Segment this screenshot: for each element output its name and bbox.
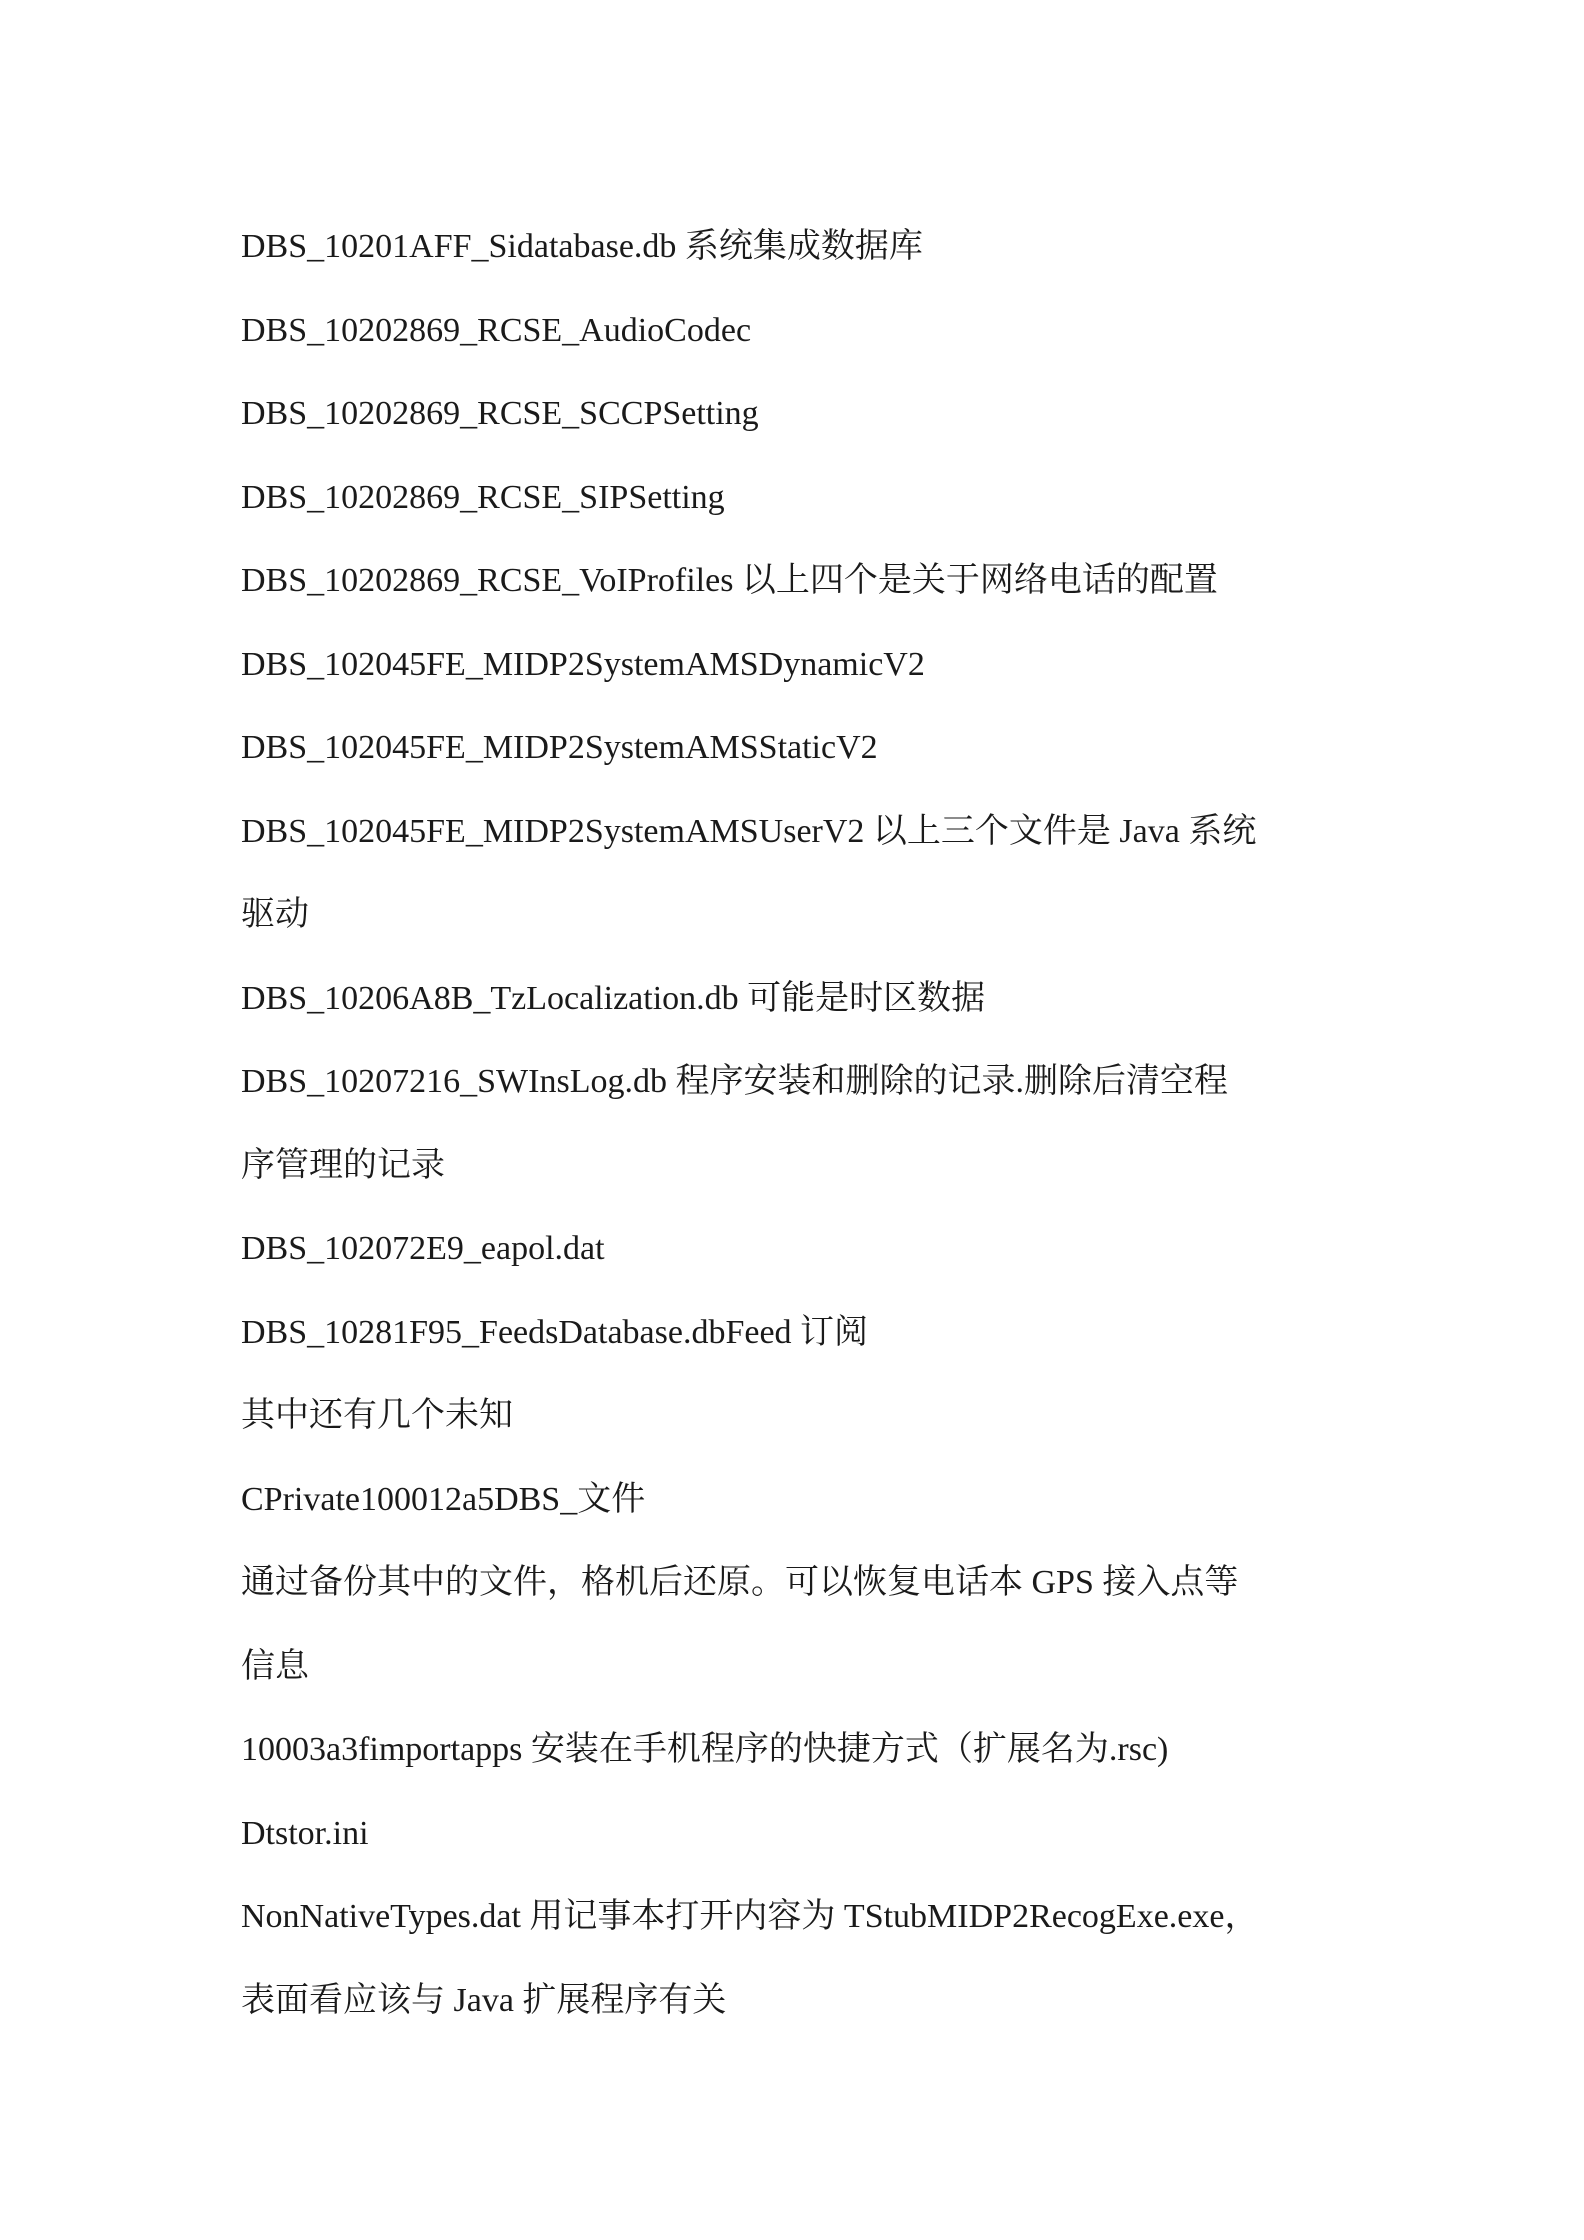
text-line: DBS_10202869_RCSE_AudioCodec — [241, 311, 752, 349]
text-line: 序管理的记录 — [241, 1146, 445, 1184]
text-line: DBS_10207216_SWInsLog.db 程序安装和删除的记录.删除后清空程 — [241, 1063, 1228, 1100]
text-line: DBS_10202869_RCSE_SIPSetting — [241, 478, 725, 516]
text-line: DBS_10206A8B_TzLocalization.db 可能是时区数据 — [241, 979, 986, 1017]
text-line: DBS_10202869_RCSE_SCCPSetting — [241, 395, 759, 432]
text-line: 其中还有几个未知 — [241, 1397, 513, 1434]
text-line: DBS_102045FE_MIDP2SystemAMSStaticV2 — [241, 729, 878, 766]
text-line: DBS_102045FE_MIDP2SystemAMSDynamicV2 — [241, 645, 925, 683]
text-line: 驱动 — [241, 896, 309, 933]
text-line: DBS_102072E9_eapol.dat — [241, 1230, 605, 1267]
text-line: 表面看应该与 Java 扩展程序有关 — [241, 1981, 727, 2019]
text-line: 信息 — [241, 1647, 309, 1685]
text-line: Dtstor.ini — [241, 1814, 369, 1852]
text-line: DBS_102045FE_MIDP2SystemAMSUserV2 以上三个文件是 Java 系统 — [241, 812, 1257, 850]
text-line: DBS_10202869_RCSE_VoIProfiles 以上四个是关于网络电话的配置 — [241, 562, 1218, 599]
text-line: DBS_10201AFF_Sidatabase.db 系统集成数据库 — [241, 228, 923, 265]
text-line: 通过备份其中的文件，格机后还原。可以恢复电话本 GPS 接入点等 — [241, 1564, 1239, 1601]
text-line: NonNativeTypes.dat 用记事本打开内容为 TStubMIDP2RecogExe.exe， — [241, 1898, 1259, 1935]
text-line: 10003a3fimportapps 安装在手机程序的快捷方式（扩展名为.rsc) — [241, 1731, 1169, 1768]
text-line: DBS_10281F95_FeedsDatabase.dbFeed 订阅 — [241, 1313, 869, 1351]
document-body — [241, 205, 1361, 2042]
text-line: CPrivate100012a5DBS_文件 — [241, 1480, 646, 1518]
